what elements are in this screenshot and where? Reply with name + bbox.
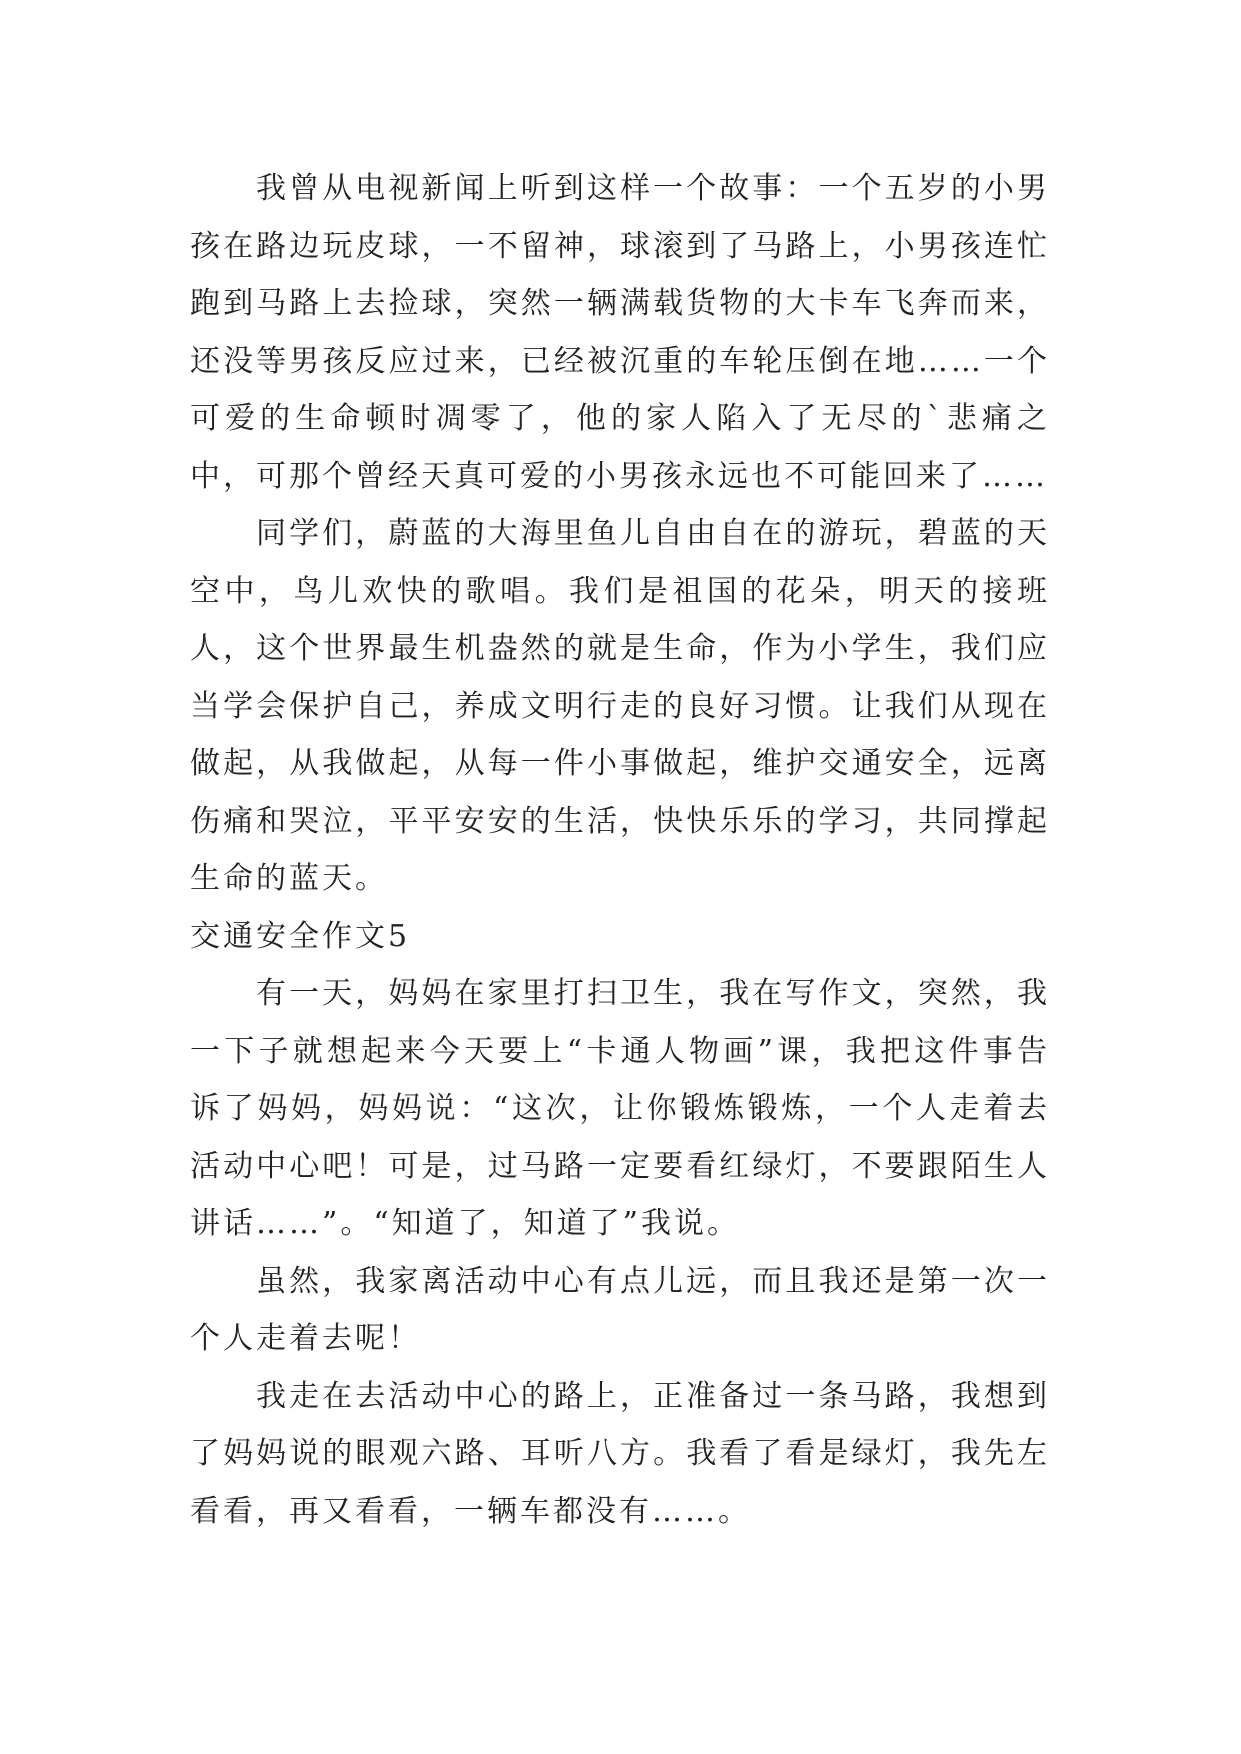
paragraph-first-time: 虽然，我家离活动中心有点儿远，而且我还是第一次一个人走着去呢！ <box>190 1263 1050 1356</box>
paragraph-mom-talk: 有一天，妈妈在家里打扫卫生，我在写作文，突然，我一下子就想起来今天要上“卡通人物画”课，我把这件事告诉了妈妈，妈妈说：“这次，让你锻炼锻炼，一个人走着去活动中心吧！可是，过马路一定要看红绿灯，不要跟陌生人讲话……”。“知道了，知道了”我说。 <box>190 976 1050 1241</box>
document-body <box>190 160 1050 1540</box>
paragraph-appeal: 同学们，蔚蓝的大海里鱼儿自由自在的游玩，碧蓝的天空中，鸟儿欢快的歌唱。我们是祖国的花朵，明天的接班人，这个世界最生机盎然的就是生命，作为小学生，我们应当学会保护自己，养成文明行走的良好习惯。让我们从现在做起，从我做起，从每一件小事做起，维护交通安全，远离伤痛和哭泣，平平安安的生活，快快乐乐的学习，共同撑起生命的蓝天。 <box>190 516 1050 896</box>
paragraph-news-story: 我曾从电视新闻上听到这样一个故事：一个五岁的小男孩在路边玩皮球，一不留神，球滚到了马路上，小男孩连忙跑到马路上去捡球，突然一辆满载货物的大卡车飞奔而来，还没等男孩反应过来，已经被沉重的车轮压倒在地……一个可爱的生命顿时凋零了，他的家人陷入了无尽的`悲痛之中，可那个曾经天真可爱的小男孩永远也不可能回来了…… <box>190 171 1050 494</box>
essay-heading: 交通安全作文5 <box>190 918 411 954</box>
paragraph-crossing: 我走在去活动中心的路上，正准备过一条马路，我想到了妈妈说的眼观六路、耳听八方。我看了看是绿灯，我先左看看，再又看看，一辆车都没有……。 <box>190 1378 1050 1529</box>
